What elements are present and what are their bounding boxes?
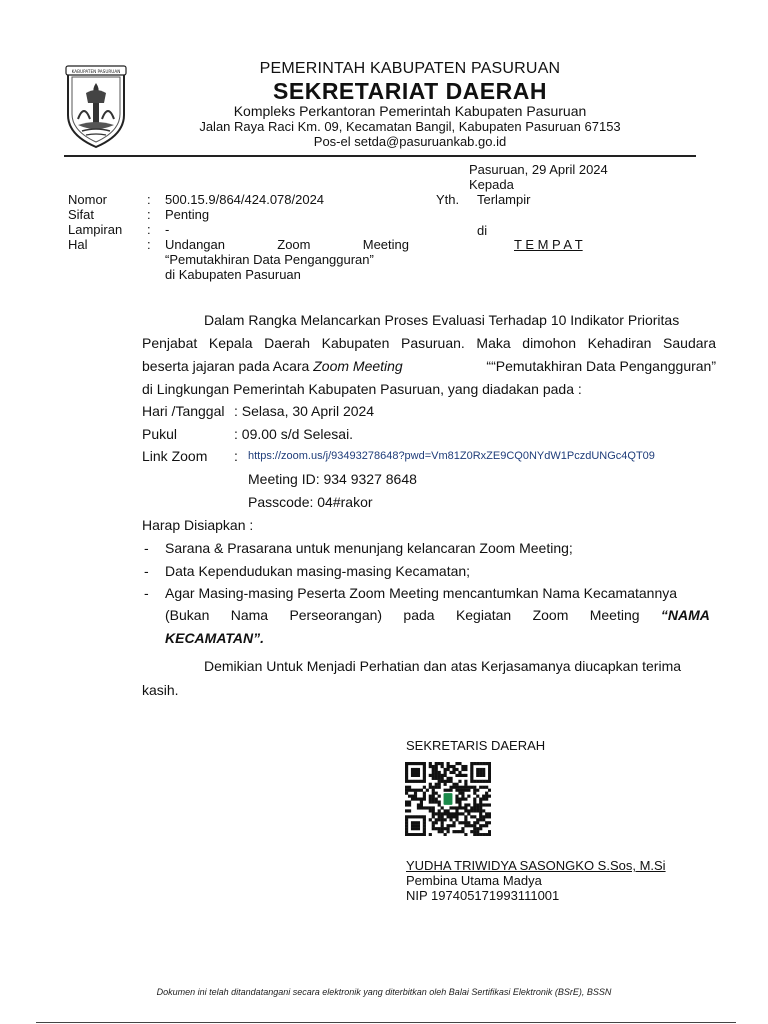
sifat-value: Penting — [165, 207, 210, 222]
nomor-colon: : — [147, 192, 151, 207]
body-text: beserta jajaran pada Acara Zoom Meeting — [142, 358, 403, 374]
regency-emblem-icon — [64, 63, 128, 149]
signatory-name: YUDHA TRIWIDYA SASONGKO S.Sos, M.Si — [406, 858, 666, 873]
office-name: SEKRETARIAT DAERAH — [273, 78, 547, 104]
list-dash: - — [144, 540, 149, 556]
prep-item-1: Sarana & Prasarana untuk menunjang kelancaran Zoom Meeting; — [165, 540, 573, 556]
body-p1-line1: Dalam Rangka Melancarkan Proses Evaluasi Terhadap 10 Indikator Prioritas — [204, 312, 680, 328]
letterhead-divider — [64, 155, 696, 157]
list-dash: - — [144, 563, 149, 579]
hari-value: : Selasa, 30 April 2024 — [234, 403, 375, 419]
hal-colon: : — [147, 237, 151, 252]
recipient: Terlampir — [477, 192, 531, 207]
qr-code-icon — [405, 762, 491, 836]
hal-line-2: “Pemutakhiran Data Pengangguran” — [165, 252, 374, 267]
link-label: Link Zoom — [142, 448, 208, 464]
body-word: Kegiatan — [455, 607, 512, 623]
prep-item-3-line1: Agar Masing-masing Peserta Zoom Meeting mencantumkan Nama Kecamatannya — [165, 585, 678, 601]
e-signature-note: Dokumen ini telah ditandatangani secara elektronik yang diterbitkan oleh Balai Sertifikasi Elektronik (BSrE), BSSN — [156, 987, 612, 997]
zoom-link[interactable]: https://zoom.us/j/93493278648?pwd=Vm81Z0RxZE9CQ0NYdW1PczdUNGc4QT09 — [248, 450, 655, 462]
government-name: PEMERINTAH KABUPATEN PASURUAN — [259, 60, 561, 77]
body-p1-line2: Penjabat Kepala Daerah Kabupaten Pasuruan. Maka dimohon Kehadiran Saudara — [142, 335, 716, 351]
lampiran-colon: : — [147, 222, 151, 237]
place-date: Pasuruan, 29 April 2024 — [469, 162, 608, 177]
body-word: Nama — [230, 607, 269, 623]
zoom-meeting-emphasis: Zoom Meeting — [313, 358, 403, 374]
sifat-colon: : — [147, 207, 151, 222]
signatory-nip: NIP 197405171993111001 — [406, 888, 560, 903]
sifat-label: Sifat — [68, 207, 95, 222]
body-word: Perseorangan) — [289, 607, 383, 623]
nomor-value: 500.15.9/864/424.078/2024 — [165, 192, 325, 207]
hal-word: Undangan — [165, 237, 225, 252]
nomor-label: Nomor — [68, 192, 108, 207]
hal-label: Hal — [68, 237, 88, 252]
emblem-ribbon-text: KABUPATEN PASURUAN — [71, 69, 121, 74]
hal-word: Zoom — [277, 237, 311, 252]
passcode: Passcode: 04#rakor — [248, 494, 373, 510]
hal-word: Meeting — [362, 237, 409, 252]
hal-line-3: di Kabupaten Pasuruan — [165, 267, 301, 282]
yth-label: Yth. — [436, 192, 460, 207]
body-word: Meeting — [589, 607, 640, 623]
body-p1-line3 — [142, 358, 716, 374]
signature-title: SEKRETARIS DAERAH — [406, 738, 546, 753]
pukul-label: Pukul — [142, 426, 178, 442]
hari-label: Hari /Tanggal — [142, 403, 225, 419]
to-label: Kepada — [469, 177, 514, 192]
body-word: Zoom — [532, 607, 569, 623]
prep-item-3-line3: KECAMATAN”. — [165, 630, 265, 646]
office-complex: Kompleks Perkantoran Pemerintah Kabupaten Pasuruan — [233, 103, 587, 119]
closing-line1: Demikian Untuk Menjadi Perhatian dan atas Kerjasamanya diucapkan terima — [204, 658, 682, 674]
office-email: Pos-el setda@pasuruankab.go.id — [313, 134, 507, 149]
hal-line-1 — [165, 237, 409, 253]
signatory-rank: Pembina Utama Madya — [406, 873, 542, 888]
di-label: di — [477, 223, 488, 238]
prep-item-3-line2 — [165, 607, 710, 623]
list-dash: - — [144, 585, 149, 601]
body-p1-line4: di Lingkungan Pemerintah Kabupaten Pasuruan, yang diadakan pada : — [142, 381, 582, 397]
meeting-id: Meeting ID: 934 9327 8648 — [248, 471, 417, 487]
location: T E M P A T — [514, 237, 583, 252]
footer-divider — [36, 1022, 736, 1023]
office-address: Jalan Raya Raci Km. 09, Kecamatan Bangil, Kabupaten Pasuruan 67153 — [199, 119, 621, 134]
body-text: ““Pemutakhiran Data Pengangguran” — [486, 358, 716, 374]
lampiran-value: - — [165, 222, 170, 237]
prep-item-2: Data Kependudukan masing-masing Kecamatan; — [165, 563, 471, 579]
prep-title: Harap Disiapkan : — [142, 517, 254, 533]
link-colon: : — [234, 448, 238, 464]
pukul-value: : 09.00 s/d Selesai. — [234, 426, 354, 442]
closing-line2: kasih. — [142, 682, 179, 698]
nama-emphasis: “NAMA — [660, 607, 710, 623]
body-word: (Bukan — [165, 607, 210, 623]
lampiran-label: Lampiran — [68, 222, 123, 237]
body-word: pada — [403, 607, 435, 623]
